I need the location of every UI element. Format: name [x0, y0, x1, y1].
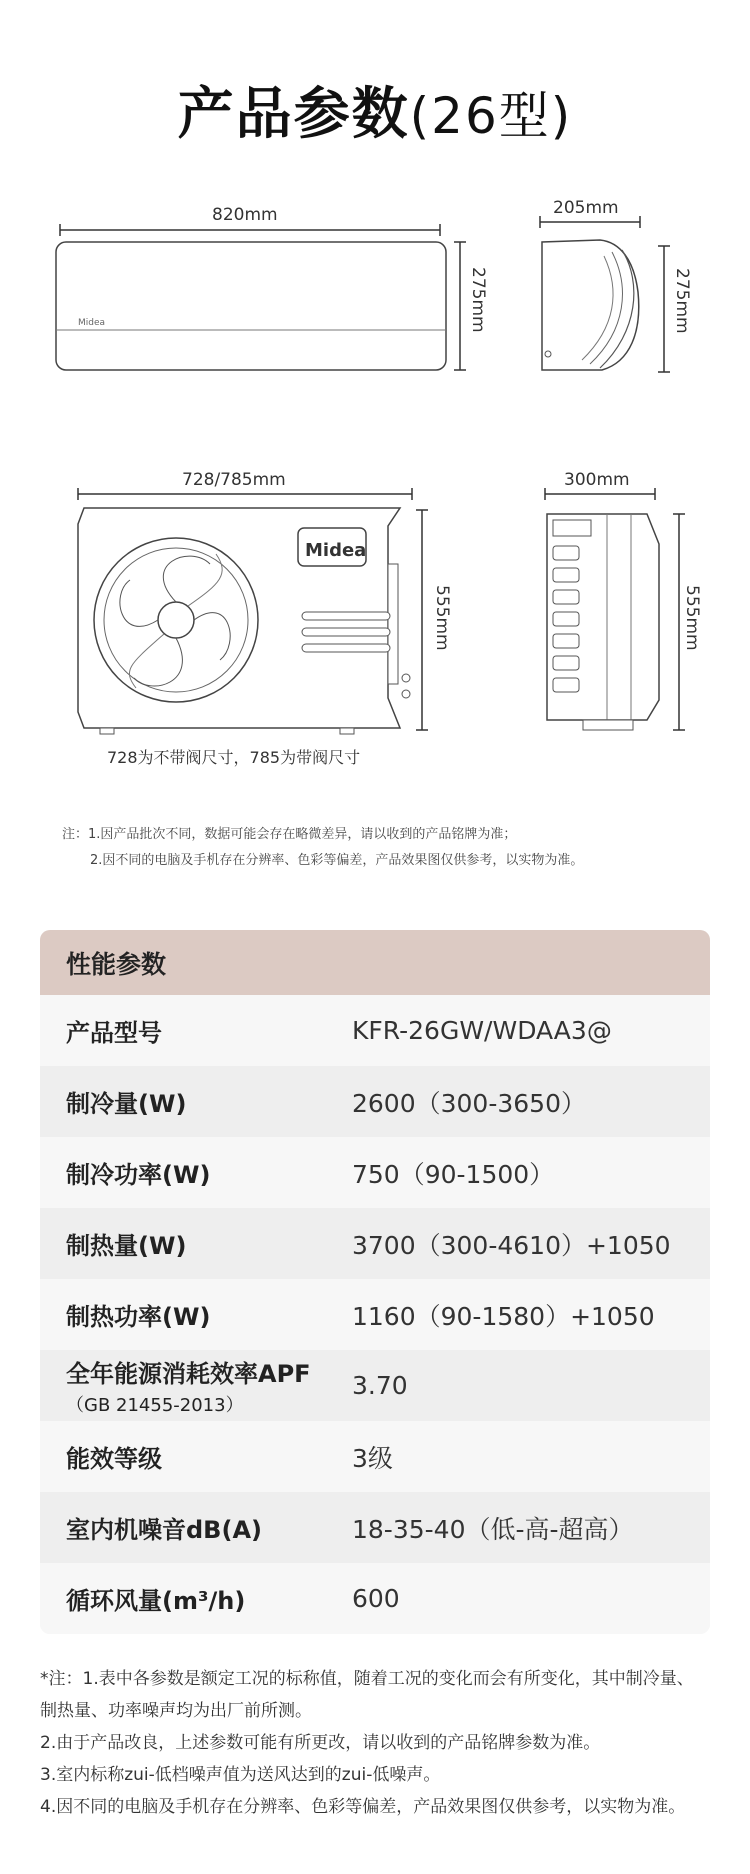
- row-value: 3级: [352, 1443, 393, 1473]
- performance-table: [40, 930, 710, 1634]
- row-value: KFR-26GW/WDAA3@: [352, 1016, 612, 1045]
- bottom-note-1: *注：1.表中各参数是额定工况的标称值，随着工况的变化而会有所变化，其中制冷量、: [40, 1669, 694, 1689]
- row-label: 循环风量(m³/h): [66, 1587, 246, 1615]
- outdoor-unit-front-drawing: [70, 484, 440, 744]
- indoor-logo: Midea: [78, 318, 106, 328]
- table-row: [40, 1563, 710, 1634]
- table-row: [40, 1492, 710, 1563]
- row-value: 3.70: [352, 1371, 408, 1400]
- outdoor-unit-side-drawing: [535, 484, 695, 744]
- top-note-1: 注：1.因产品批次不同，数据可能会存在略微差异，请以收到的产品铭牌为准；: [62, 827, 517, 842]
- row-value: 600: [352, 1584, 400, 1613]
- table-row: [40, 1208, 710, 1279]
- row-label: 能效等级: [66, 1445, 162, 1473]
- indoor-side-height-label: 275mm: [672, 268, 692, 334]
- bottom-note-4: 4.因不同的电脑及手机存在分辨率、色彩等偏差，产品效果图仅供参考，以实物为准。: [40, 1797, 686, 1817]
- row-label: 室内机噪音dB(A): [66, 1516, 262, 1544]
- page-title: [0, 70, 750, 150]
- indoor-depth-label: 205mm: [553, 198, 619, 218]
- indoor-height-label: 275mm: [468, 267, 488, 333]
- indoor-unit-side-drawing: [530, 212, 670, 382]
- outdoor-height-label: 555mm: [432, 585, 452, 651]
- row-value: 1160（90-1580）+1050: [352, 1301, 655, 1331]
- row-label: 制冷量(W): [66, 1090, 187, 1118]
- table-row: [40, 1350, 710, 1421]
- row-label: 制热量(W): [66, 1232, 187, 1260]
- bottom-note-3: 3.室内标称zui-低档噪声值为送风达到的zui-低噪声。: [40, 1765, 441, 1785]
- outdoor-logo: Midea: [305, 540, 367, 561]
- table-row: [40, 1279, 710, 1350]
- table-header: 性能参数: [40, 930, 710, 995]
- bottom-note-1-cont: 制热量、功率噪声均为出厂前所测。: [40, 1701, 312, 1721]
- table-row: [40, 1066, 710, 1137]
- outdoor-side-height-label: 555mm: [682, 585, 702, 651]
- row-value: 2600（300-3650）: [352, 1088, 586, 1118]
- outdoor-depth-label: 300mm: [564, 470, 630, 490]
- row-value: 18-35-40（低-高-超高）: [352, 1514, 634, 1544]
- bottom-notes: [40, 1663, 720, 1823]
- top-notes: [62, 822, 583, 874]
- row-label: 制冷功率(W): [66, 1161, 211, 1189]
- title-sub: (26型): [409, 87, 573, 145]
- outdoor-width-label: 728/785mm: [182, 470, 286, 490]
- row-label-main: 全年能源消耗效率APF: [66, 1360, 311, 1388]
- bottom-note-2: 2.由于产品改良，上述参数可能有所更改，请以收到的产品铭牌参数为准。: [40, 1733, 601, 1753]
- row-label-sub: （GB 21455-2013）: [66, 1395, 244, 1416]
- row-label: 制热功率(W): [66, 1303, 211, 1331]
- indoor-width-label: 820mm: [212, 205, 278, 225]
- table-row: [40, 1421, 710, 1492]
- row-value: 3700（300-4610）+1050: [352, 1230, 671, 1260]
- title-main: 产品参数: [177, 82, 410, 147]
- row-label: 产品型号: [66, 1019, 162, 1047]
- outdoor-caption: 728为不带阀尺寸，785为带阀尺寸: [107, 748, 361, 767]
- indoor-unit-front-drawing: [50, 220, 470, 380]
- top-note-2: 2.因不同的电脑及手机存在分辨率、色彩等偏差，产品效果图仅供参考，以实物为准。: [90, 853, 584, 868]
- row-value: 750（90-1500）: [352, 1159, 555, 1189]
- row-label: [40, 1354, 352, 1417]
- table-row: [40, 995, 710, 1066]
- table-row: [40, 1137, 710, 1208]
